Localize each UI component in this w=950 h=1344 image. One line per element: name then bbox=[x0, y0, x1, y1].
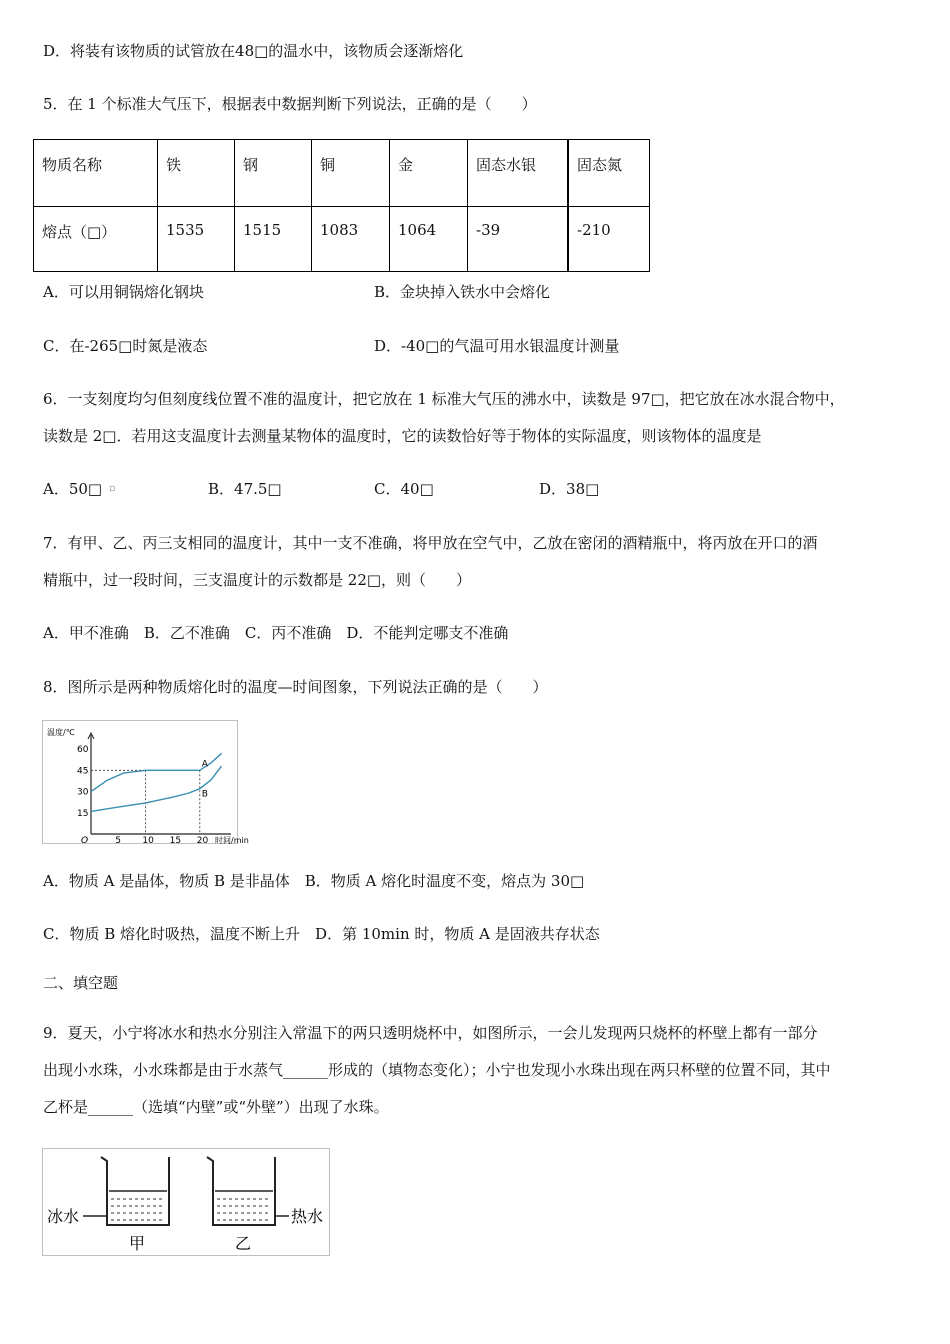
table-cell: 1064 bbox=[390, 207, 468, 272]
y-tick-label: 15 bbox=[77, 808, 89, 819]
table-cell: 铁 bbox=[158, 140, 235, 207]
q7-stem-line-1: 7．有甲、乙、丙三支相同的温度计，其中一支不准确，将甲放在空气中，乙放在密闭的酒精瓶中，将丙放在开口的酒 bbox=[43, 534, 818, 552]
melting-point-table bbox=[33, 139, 650, 272]
q5-option-d: D．-40□的气温可用水银温度计测量 bbox=[374, 337, 620, 355]
table-cell: 熔点（□） bbox=[34, 207, 158, 272]
q8-stem: 8．图所示是两种物质熔化时的温度—时间图象，下列说法正确的是（ ） bbox=[43, 678, 548, 696]
table-cell: -210 bbox=[568, 207, 650, 272]
x-tick-label: 5 bbox=[115, 836, 121, 846]
y-axis-label: 温度/℃ bbox=[47, 728, 75, 737]
y-tick-label: 30 bbox=[77, 787, 89, 798]
table-cell: 铜 bbox=[312, 140, 390, 207]
q5-stem: 5．在 1 个标准大气压下，根据表中数据判断下列说法，正确的是（ ） bbox=[43, 95, 537, 113]
x-axis-label: 时间/min bbox=[215, 836, 249, 845]
origin-label: O bbox=[81, 836, 89, 846]
label-jia: 甲 bbox=[129, 1234, 146, 1253]
table-cell: 固态水银 bbox=[468, 140, 569, 207]
series-label-a: A bbox=[201, 759, 208, 770]
q5-option-a: A．可以用铜锅熔化钢块 bbox=[43, 283, 204, 301]
q9-stem-line-3: 乙杯是______（选填“内壁”或“外壁”）出现了水珠。 bbox=[43, 1098, 389, 1116]
beakers-illustration bbox=[43, 1149, 329, 1255]
q5-option-b: B．金块掉入铁水中会熔化 bbox=[374, 283, 551, 301]
q6-option-a: A．50□ bbox=[43, 480, 103, 498]
q9-stem-line-1: 9．夏天，小宁将冰水和热水分别注入常温下的两只透明烧杯中，如图所示，一会儿发现两只烧杯的杯壁上都有一部分 bbox=[43, 1024, 818, 1042]
y-tick-label: 60 bbox=[77, 745, 89, 756]
x-tick-label: 15 bbox=[169, 836, 182, 846]
q4-option-d: D．将装有该物质的试管放在48□的温水中，该物质会逐渐熔化 bbox=[43, 42, 464, 60]
beaker-jia bbox=[83, 1157, 169, 1225]
table-cell: 1083 bbox=[312, 207, 390, 272]
table-header-row bbox=[34, 140, 650, 207]
q6-stem-line-1: 6．一支刻度均匀但刻度线位置不准的温度计，把它放在 1 标准大气压的沸水中，读数是 97□，把它放在冰水混合物中， bbox=[43, 390, 845, 408]
table-cell: 1535 bbox=[158, 207, 235, 272]
y-tick-label: 45 bbox=[77, 766, 89, 777]
q7-options: A．甲不准确 B．乙不准确 C．丙不准确 D．不能判定哪支不准确 bbox=[43, 624, 509, 642]
x-tick-label: 20 bbox=[196, 836, 209, 846]
label-yi: 乙 bbox=[235, 1234, 252, 1253]
series-label-b: B bbox=[201, 789, 208, 800]
melting-graph-figure bbox=[42, 720, 249, 846]
label-hot-water: 热水 bbox=[291, 1207, 324, 1226]
table-cell: 固态氮 bbox=[568, 140, 650, 207]
q9-stem-line-2: 出现小水珠，小水珠都是由于水蒸气______形成的（填物态变化）；小宁也发现小水珠出现在两只杯壁的位置不同，其中 bbox=[43, 1061, 831, 1079]
melting-graph bbox=[43, 721, 249, 846]
table-cell: 1515 bbox=[235, 207, 312, 272]
label-ice-water: 冰水 bbox=[47, 1207, 80, 1226]
q6-option-c: C．40□ bbox=[374, 480, 434, 498]
q8-options-line-1: A．物质 A 是晶体，物质 B 是非晶体 B．物质 A 熔化时温度不变，熔点为 30□ bbox=[43, 872, 585, 890]
q6-option-d: D．38□ bbox=[539, 480, 600, 498]
q6-option-a-mark: ▫ bbox=[109, 484, 116, 494]
table-cell: 钢 bbox=[235, 140, 312, 207]
beakers-figure bbox=[42, 1148, 330, 1256]
table-cell: 金 bbox=[390, 140, 468, 207]
q6-stem-line-2: 读数是 2□．若用这支温度计去测量某物体的温度时，它的读数恰好等于物体的实际温度，则该物体的温度是 bbox=[43, 427, 762, 445]
table-cell: 物质名称 bbox=[34, 140, 158, 207]
q7-stem-line-2: 精瓶中，过一段时间，三支温度计的示数都是 22□，则（ ） bbox=[43, 571, 472, 589]
q5-option-c: C．在-265□时氮是液态 bbox=[43, 337, 208, 355]
beaker-yi bbox=[207, 1157, 289, 1225]
x-tick-label: 10 bbox=[142, 836, 154, 846]
q6-option-b: B．47.5□ bbox=[208, 480, 282, 498]
section-heading-fill-in: 二、填空题 bbox=[43, 974, 119, 992]
table-cell: -39 bbox=[468, 207, 569, 272]
q8-options-line-2: C．物质 B 熔化时吸热，温度不断上升 D．第 10min 时，物质 A 是固液共存状态 bbox=[43, 925, 600, 943]
table-row bbox=[34, 207, 650, 272]
